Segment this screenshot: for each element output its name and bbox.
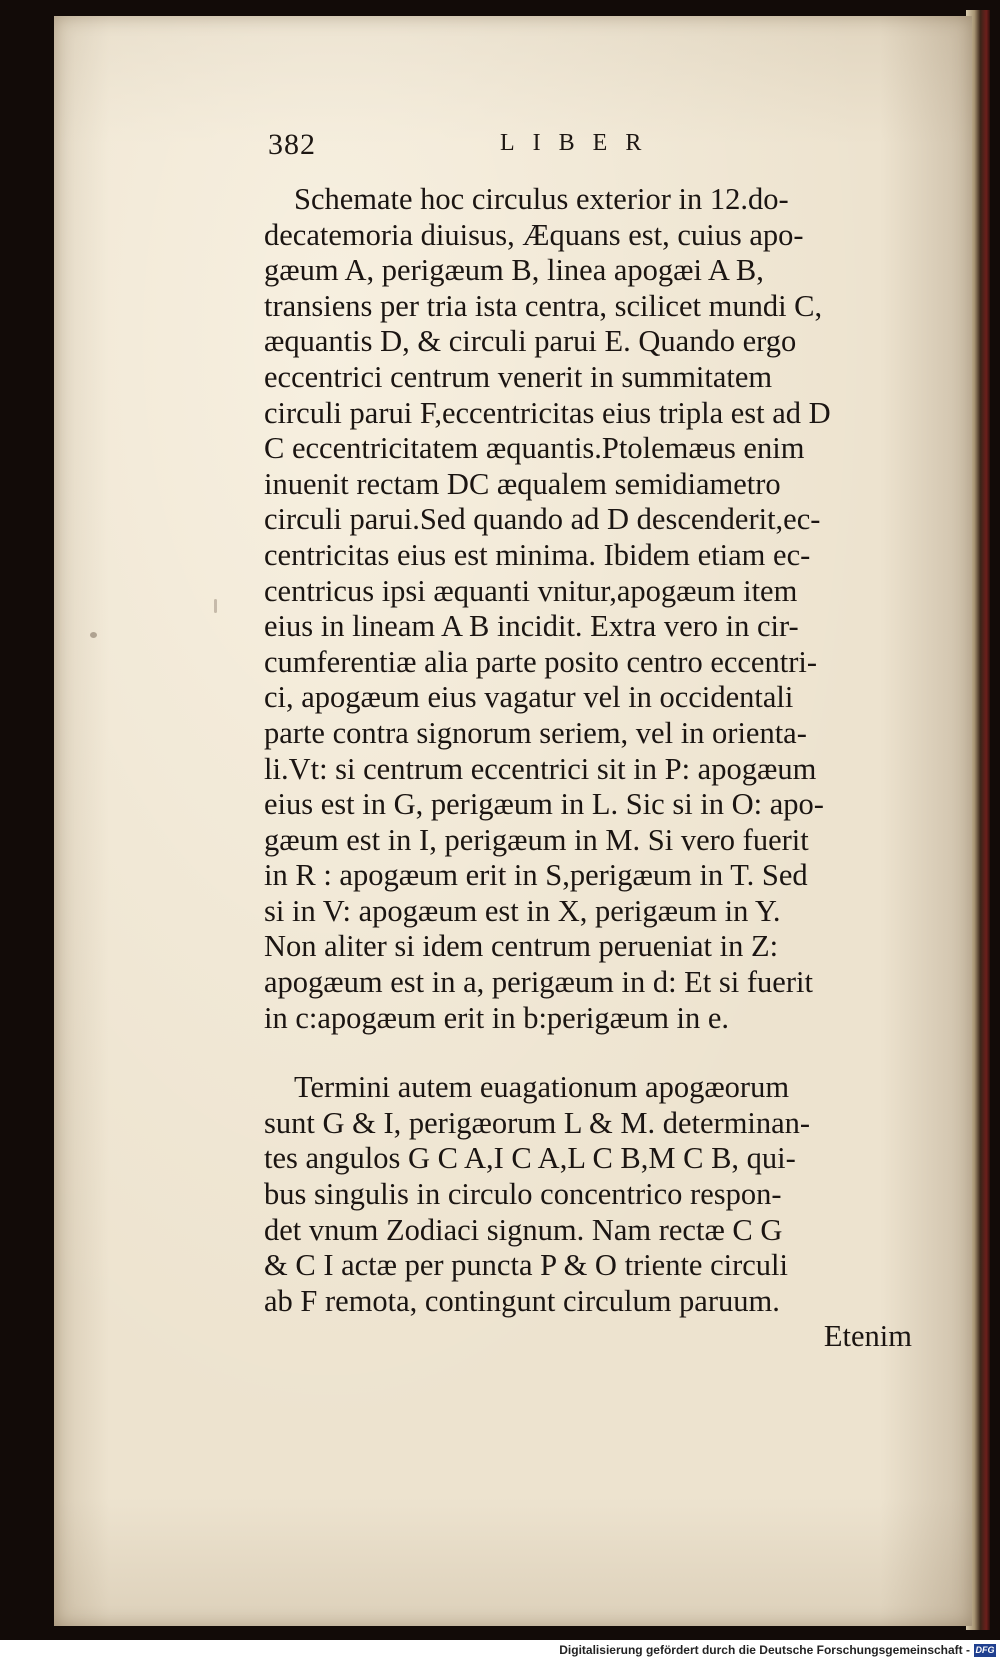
- text-line: in R : apogæum erit in S,perigæum in T. Sed: [264, 858, 808, 893]
- text-line: gæum A, perigæum B, linea apogæi A B,: [264, 253, 764, 288]
- catchword: Etenim: [823, 1319, 912, 1354]
- running-title: LIBER: [500, 130, 660, 156]
- text-line: Schemate hoc circulus exterior in 12.do-: [294, 182, 789, 216]
- text-line: parte contra signorum seriem, vel in orienta-: [264, 715, 807, 750]
- text-line: Termini autem euagationum apogæorum: [294, 1070, 790, 1105]
- text-line: bus singulis in circulo concentrico respon-: [264, 1177, 782, 1212]
- text-line: sunt G & I, perigæorum L & M. determinan-: [264, 1105, 811, 1140]
- text-line: eius in lineam A B incidit. Extra vero in cir-: [264, 609, 799, 644]
- text-line: decatemoria diuisus, Æquans est, cuius apo-: [264, 217, 804, 252]
- running-head: [268, 128, 688, 168]
- text-line: centricitas eius est minima. Ibidem etiam ec-: [264, 537, 811, 572]
- text-line: tes angulos G C A,I C A,L C B,M C B, qui-: [264, 1141, 796, 1176]
- ink-smudge: [90, 632, 97, 638]
- text-line: ab F remota, contingunt circulum paruum.: [264, 1283, 780, 1318]
- text-line: inuenit rectam DC æqualem semidiametro: [264, 466, 781, 501]
- page-number: 382: [268, 128, 316, 161]
- paragraph-gap: [264, 1036, 964, 1070]
- text-line: circuli parui F,eccentricitas eius tripla est ad D: [264, 395, 831, 430]
- text-line: si in V: apogæum est in X, perigæum in Y.: [264, 893, 781, 928]
- text-line: C eccentricitatem æquantis.Ptolemæus enim: [264, 431, 805, 466]
- text-line: transiens per tria ista centra, scilicet mundi C,: [264, 288, 823, 323]
- text-line: centricus ipsi æquanti vnitur,apogæum item: [264, 573, 798, 608]
- footer-bar: [0, 1640, 1000, 1662]
- text-line: Non aliter si idem centrum perueniat in Z:: [264, 929, 779, 964]
- paragraph-2: [264, 1070, 964, 1319]
- text-line: det vnum Zodiaci signum. Nam rectæ C G: [264, 1212, 783, 1247]
- paragraph-1: [264, 182, 964, 1036]
- text-line: gæum est in I, perigæum in M. Si vero fuerit: [264, 822, 809, 857]
- body-text: [264, 182, 964, 1355]
- text-line: & C I actæ per puncta P & O triente circuli: [264, 1248, 788, 1283]
- dfg-logo-icon: DFG: [975, 1645, 995, 1655]
- text-line: li.Vt: si centrum eccentrici sit in P: apogæum: [264, 751, 817, 786]
- text-line: cumferentiæ alia parte posito centro eccentri-: [264, 644, 817, 679]
- funding-credit: Digitalisierung gefördert durch die Deutsche Forschungsgemeinschaft -: [559, 1643, 970, 1657]
- text-line: eccentrici centrum venerit in summitatem: [264, 359, 773, 394]
- text-line: apogæum est in a, perigæum in d: Et si fuerit: [264, 965, 813, 1000]
- ink-smudge: [214, 599, 217, 613]
- text-line: eius est in G, perigæum in L. Sic si in O: apo-: [264, 787, 824, 822]
- text-line: æquantis D, & circuli parui E. Quando ergo: [264, 324, 797, 359]
- text-line: ci, apogæum eius vagatur vel in occidentali: [264, 680, 794, 715]
- text-line: in c:apogæum erit in b:perigæum in e.: [264, 1000, 730, 1035]
- text-line: circuli parui.Sed quando ad D descenderit,ec-: [264, 502, 821, 537]
